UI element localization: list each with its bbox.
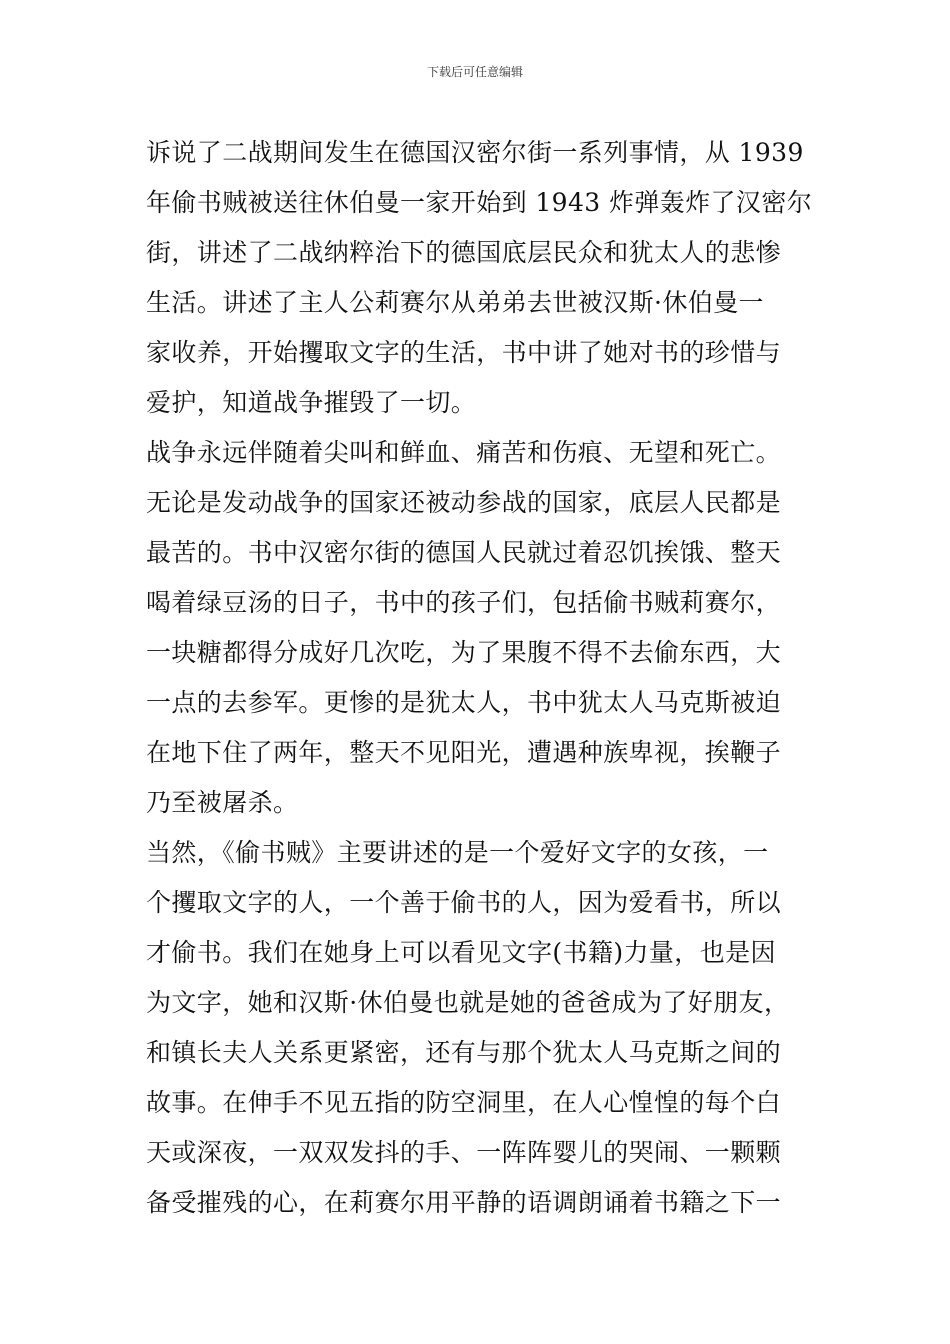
text-line-13: 在地下住了两年，整天不见阳光，遭遇种族卑视，挨鞭子 <box>146 738 782 767</box>
text-line-17: 才偷书。我们在她身上可以看见文字(书籍)力量，也是因 <box>146 938 776 967</box>
text-line-15: 当然，《偷书贼》主要讲述的是一个爱好文字的女孩，一 <box>146 838 769 867</box>
text-line-21: 天或深夜，一双双发抖的手、一阵阵婴儿的哭闹、一颗颗 <box>146 1138 782 1167</box>
text-line-4: 生活。讲述了主人公莉赛尔从弟弟去世被汉斯·休伯曼一 <box>146 288 764 317</box>
text-line-10: 喝着绿豆汤的日子，书中的孩子们，包括偷书贼莉赛尔， <box>146 588 782 617</box>
text-line-12: 一点的去参军。更惨的是犹太人，书中犹太人马克斯被迫 <box>146 688 782 717</box>
page-header: 下载后可任意编辑 <box>426 65 523 79</box>
text-line-2: 年偷书贼被送往休伯曼一家开始到 1943 炸弹轰炸了汉密尔 <box>146 188 813 217</box>
text-line-1: 诉说了二战期间发生在德国汉密尔街一系列事情，从 1939 <box>146 138 804 167</box>
document-body <box>146 128 816 1228</box>
text-line-3: 街，讲述了二战纳粹治下的德国底层民众和犹太人的悲惨 <box>146 238 782 267</box>
text-line-16: 个攫取文字的人，一个善于偷书的人，因为爱看书，所以 <box>146 888 782 917</box>
text-line-18: 为文字，她和汉斯·休伯曼也就是她的爸爸成为了好朋友， <box>146 988 790 1017</box>
text-line-20: 故事。在伸手不见五指的防空洞里，在人心惶惶的每个白 <box>146 1088 782 1117</box>
text-line-9: 最苦的。书中汉密尔街的德国人民就过着忍饥挨饿、整天 <box>146 538 782 567</box>
text-line-8: 无论是发动战争的国家还被动参战的国家，底层人民都是 <box>146 488 782 517</box>
text-line-19: 和镇长夫人关系更紧密，还有与那个犹太人马克斯之间的 <box>146 1038 782 1067</box>
text-line-22: 备受摧残的心，在莉赛尔用平静的语调朗诵着书籍之下一 <box>146 1188 782 1217</box>
text-line-11: 一块糖都得分成好几次吃，为了果腹不得不去偷东西，大 <box>146 638 782 667</box>
text-line-6: 爱护，知道战争摧毁了一切。 <box>146 388 477 417</box>
text-line-7: 战争永远伴随着尖叫和鲜血、痛苦和伤痕、无望和死亡。 <box>146 438 782 467</box>
text-line-14: 乃至被屠杀。 <box>146 788 299 817</box>
text-line-5: 家收养，开始攫取文字的生活，书中讲了她对书的珍惜与 <box>146 338 782 367</box>
